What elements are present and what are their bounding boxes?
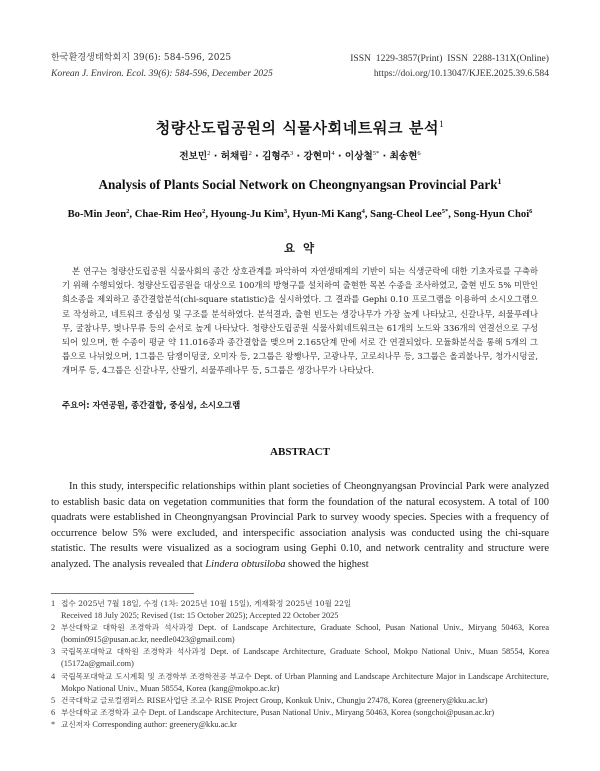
author-separator: , — [287, 209, 293, 220]
footnote-text — [61, 622, 549, 646]
footnote-number: 1 — [51, 599, 56, 608]
author-korean-name: 허채림 — [220, 151, 249, 162]
footnote-english: Dept. of Landscape Architecture, Pusan National Univ., Miryang 50463, Korea (songchoi@pusan.ac.kr) — [148, 707, 495, 717]
author-english-name: Song-Hyun Choi — [453, 209, 530, 220]
author-separator: · — [251, 151, 263, 162]
journal-citation-en: Korean J. Environ. Ecol. 39(6): 584-596, December 2025 — [51, 68, 273, 79]
author-english-name: Sang-Cheol Lee — [370, 209, 442, 220]
author-english-name: Hyun-Mi Kang — [292, 209, 362, 220]
journal-citation — [51, 51, 273, 81]
title-korean-footnote-mark: 1 — [439, 119, 445, 129]
footnote — [51, 598, 549, 622]
author-english — [135, 209, 206, 220]
author-english-affiliation-mark: 3 — [283, 208, 288, 215]
journal-identifiers — [350, 51, 549, 81]
footnote-text — [61, 695, 549, 707]
footnote-english: RISE Project Group, Konkuk Univ., Chungju 27478, Korea (greenery@kku.ac.kr) — [214, 695, 488, 705]
footnote — [51, 646, 549, 670]
footnote-text — [61, 598, 549, 622]
issn-line: ISSN 1229-3857(Print) ISSN 2288-131X(Online) — [350, 53, 549, 64]
title-english — [0, 177, 600, 193]
footnote-divider — [51, 593, 194, 594]
author-english — [211, 209, 288, 220]
author-english — [370, 209, 448, 220]
footnote-english: Dept. of Urban Planning and Landscape Architecture Major in Landscape Architecture, Mokpo National Univ., Muan 58554, Korea (kang@mokpo.ac.kr) — [61, 671, 550, 693]
author-korean-affiliation-mark: 5* — [372, 150, 380, 157]
footnote-number: 4 — [51, 671, 56, 681]
footnote-number: * — [51, 719, 56, 729]
author-korean-affiliation-mark: 4 — [331, 150, 335, 157]
footnote-text — [61, 707, 549, 719]
author-separator: · — [293, 151, 304, 162]
footnote-text — [61, 646, 549, 670]
abstract-korean-heading: 요 약 — [283, 241, 317, 255]
author-separator: , — [129, 209, 135, 220]
author-english-name: Hyoung-Ju Kim — [210, 209, 284, 220]
footnote-text — [61, 671, 549, 695]
author-english — [68, 209, 130, 220]
author-korean-affiliation-mark: 3 — [289, 150, 294, 157]
author-separator: , — [448, 209, 454, 220]
abstract-english-text-end: showed the highest — [285, 558, 369, 570]
author-english-name: Bo-Min Jeon — [67, 209, 127, 220]
author-korean-affiliation-mark: 2 — [207, 150, 211, 157]
journal-citation-ko: 한국환경생태학회지 39(6): 584-596, 2025 — [51, 53, 232, 63]
author-korean — [221, 151, 252, 162]
author-separator: , — [205, 209, 211, 220]
author-english-affiliation-mark: 6 — [529, 208, 533, 215]
author-korean-name: 김형주 — [262, 151, 290, 162]
footnote — [51, 695, 549, 707]
author-korean — [304, 151, 335, 162]
abstract-english-text: In this study, interspecific relationships within plant societies of Cheongnyangsan Provincial Park were analyzed to establish basic data on vegetation communities that form the foundation of the natural ecosystem. A total of 100 quadrats were established in Cheongnyangsan Provincial Park to survey woody species. Species with a frequency of occurrence below 5% were excluded, and interspecific association analysis was conducted using the chi-square statistic. The results were visualized as a sociogram using Gephi 0.10, and network centrality and structure were analyzed. The analysis revealed that — [51, 481, 549, 570]
footnote-english: Dept. of Landscape Architecture, Graduate School, Pusan National Univ., Miryang 50463, Korea (bomin0915@pusan.ac.kr, needle0423@gmail.com) — [61, 623, 550, 645]
author-korean-name: 이상철 — [344, 151, 373, 162]
author-korean-affiliation-mark: 2 — [248, 150, 252, 157]
author-english-name: Chae-Rim Heo — [134, 209, 203, 220]
abstract-english — [51, 479, 549, 573]
footnote-korean: 접수 2025년 7월 18일, 수정 (1차: 2025년 10월 15일), 게재확정 2025년 10월 22일 — [61, 599, 352, 608]
authors-english — [0, 208, 600, 220]
footnote — [51, 671, 549, 695]
author-korean-name: 강현미 — [303, 151, 332, 162]
author-korean — [262, 151, 293, 162]
footnote-number: 5 — [51, 695, 56, 705]
footnote-number: 2 — [51, 623, 56, 633]
doi-link[interactable]: https://doi.org/10.13047/KJEE.2025.39.6.584 — [373, 68, 549, 79]
footnote-english: Received 18 July 2025; Revised (1st: 15 October 2025); Accepted 22 October 2025 — [61, 611, 339, 621]
keywords: 주요어: 자연공원, 종간결합, 중심성, 소시오그램 — [62, 400, 241, 410]
author-english-affiliation-mark: 2 — [202, 208, 206, 215]
footnote-korean: 부산대학교 대학원 조경학과 석사과정 — [61, 623, 194, 633]
title-korean — [0, 117, 600, 138]
footnote-korean: 교신저자 — [61, 719, 91, 729]
author-separator: , — [364, 209, 371, 220]
author-english — [292, 209, 364, 220]
footnote-english: Dept. of Landscape Architecture, Graduate School, Mokpo National Univ., Muan 58554, Korea (15172a@gmail.com) — [61, 647, 549, 669]
abstract-korean-text: 본 연구는 청량산도립공원 식물사회의 종간 상호관계를 파악하여 자연생태계의 기반이 되는 식생군락에 대한 기초자료를 구축하기 위해 수행되었다. 청량산도립공원을 대상으로 100개의 방형구를 설치하여 출현한 목본 수종을 조사하였고, 출현 빈도 5% 미만인 희소종을 제외하고 종간결합분석(chi-square statistic)을 실시하였다. 그 결과를 Gephi 0.10 프로그램을 이용하여 소시오그램으로 작성하고, 네트워크 중심성 및 구조를 분석하였다. 분석결과, 출현 빈도는 생강나무가 가장 높게 나타났고, 신갈나무, 쇠물푸레나무, 굴참나무, 벚나무류 등의 순서로 높게 나타났다. 청량산도립공원 식물사회네트워크는 61개의 노드와 336개의 연결선으로 구성되어 있으며, 한 수종이 평균 약 11.016종과 종간결합을 맺으며 2.165단계 만에 서로 간 연결되었다. 모듈화분석을 통해 5개의 그룹으로 나뉘었으며, 1그룹은 담쟁이덩굴, 오미자 등, 2그룹은 왕쨍나무, 고광나무, 고로쇠나무 등, 3그룹은 올괴불나무, 청가시덩굴, 개머루 등, 4그룹은 신갈나무, 산딸기, 쇠물푸레나무 등, 5그룹은 생강나무가 나타났다. — [62, 266, 538, 376]
author-korean — [345, 151, 379, 162]
authors-korean — [0, 148, 600, 162]
footnotes — [51, 598, 549, 731]
author-korean-affiliation-mark: 6 — [417, 150, 421, 157]
author-english — [453, 209, 532, 220]
footnote — [51, 707, 549, 719]
abstract-english-heading: ABSTRACT — [270, 446, 330, 458]
footnote-number: 3 — [51, 647, 56, 657]
author-english-affiliation-mark: 5* — [441, 208, 449, 215]
author-separator: · — [210, 151, 221, 162]
species-name-italic: Lindera obtusiloba — [205, 558, 286, 570]
footnote — [51, 622, 549, 646]
footnote — [51, 719, 549, 731]
footnote-korean: 건국대학교 글로컬캠퍼스 RISE사업단 조교수 — [61, 695, 213, 705]
abstract-english-paragraph — [51, 479, 549, 573]
author-english-affiliation-mark: 2 — [126, 208, 130, 215]
author-korean — [179, 151, 210, 162]
footnote-korean: 부산대학교 조경학과 교수 — [61, 707, 147, 717]
title-english-text: Analysis of Plants Social Network on Cheongnyangsan Provincial Park — [98, 177, 498, 192]
author-separator: · — [379, 151, 390, 162]
author-korean-name: 최송현 — [389, 151, 418, 162]
footnote-korean: 국립목포대학교 도시계획 및 조경학부 조경학전공 부교수 — [61, 671, 252, 681]
author-english-affiliation-mark: 4 — [361, 208, 365, 215]
footnote-text — [61, 719, 549, 731]
footnote-english: Corresponding author: greenery@kku.ac.kr — [92, 719, 237, 729]
author-separator: · — [334, 151, 345, 162]
author-korean — [390, 151, 421, 162]
abstract-korean — [62, 264, 538, 378]
title-english-footnote-mark: 1 — [497, 177, 502, 186]
title-korean-text: 청량산도립공원의 식물사회네트워크 분석 — [155, 119, 440, 137]
footnote-korean: 국립목포대학교 대학원 조경학과 석사과정 — [61, 647, 207, 657]
author-korean-name: 전보민 — [179, 151, 208, 162]
footnote-number: 6 — [51, 707, 56, 717]
